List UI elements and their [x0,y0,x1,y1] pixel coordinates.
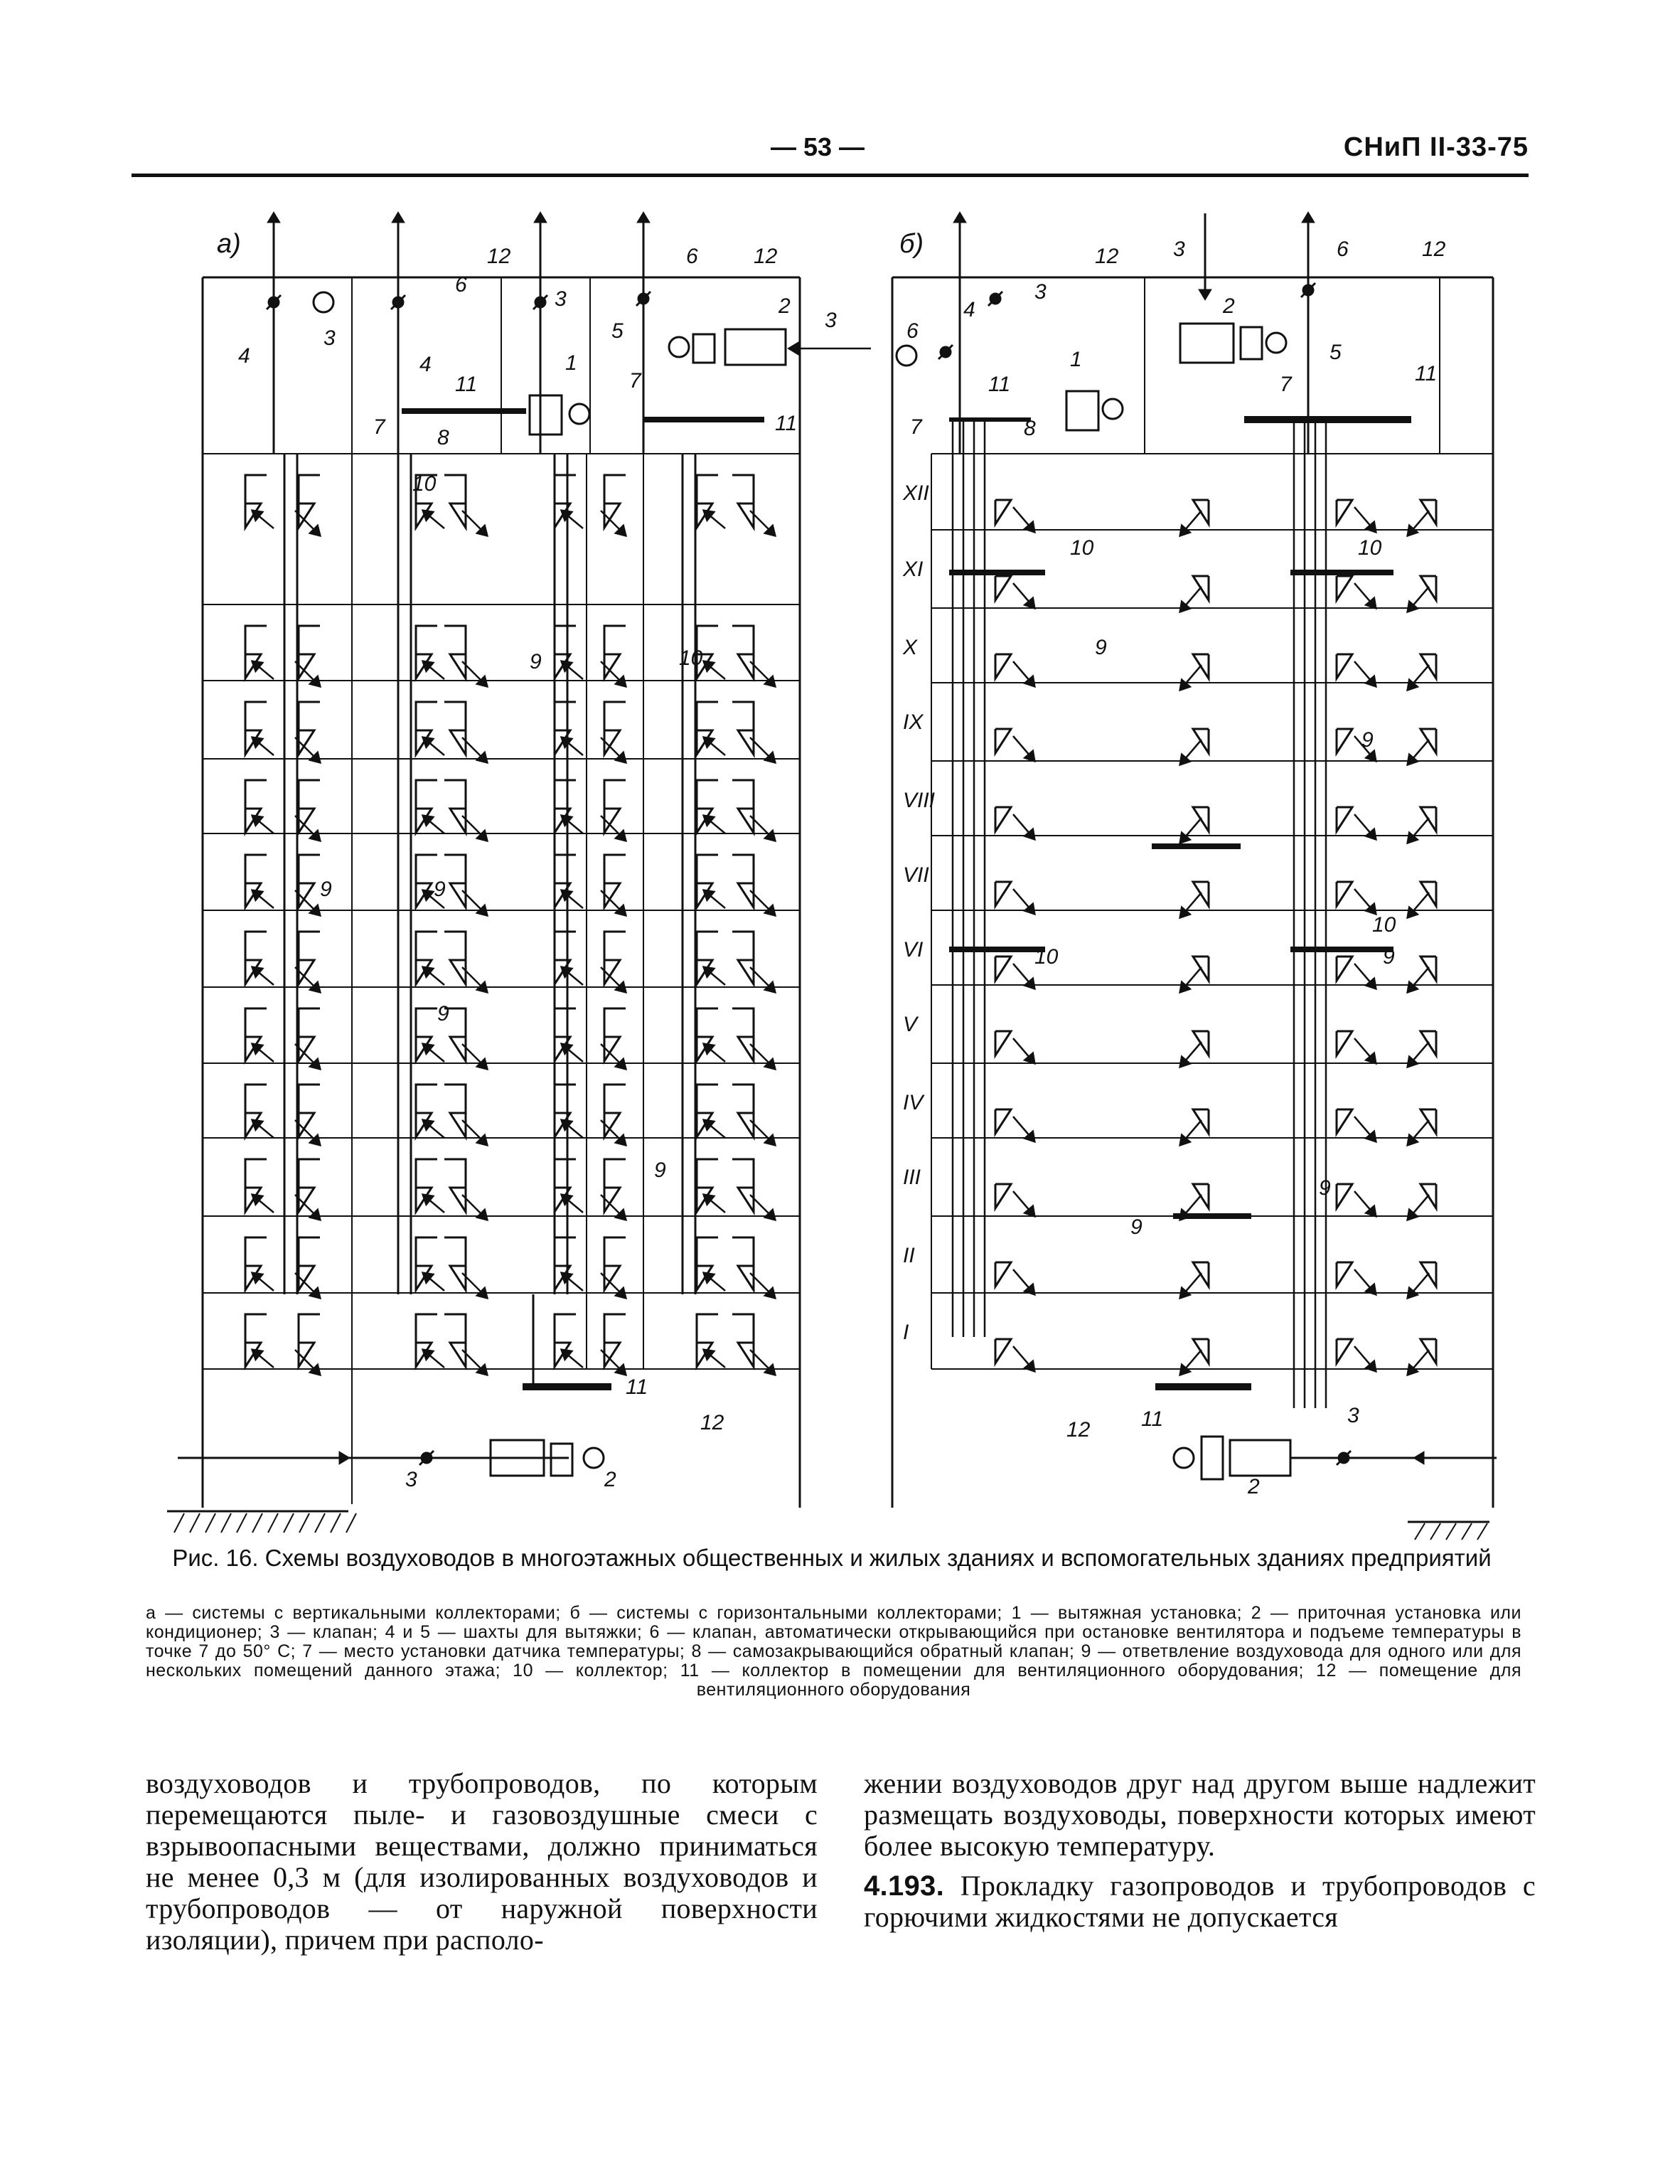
duct-branch [245,932,267,960]
callout-label: 1 [565,351,577,375]
panel-b-horizontal-collectors [892,213,1497,1540]
body-paragraph: жении воздуховодов друг над другом выше надлежит размещать воздуховоды, поверхности которых имеют более высокую температуру. [864,1767,1536,1862]
air-grille-icon [995,1031,1011,1055]
ground-hatch [331,1513,341,1533]
duct-branch [416,1314,437,1343]
fan-motor-icon [1103,399,1123,419]
duct-branch [416,1085,437,1113]
duct-branch [444,1314,466,1343]
ground-hatch [1477,1523,1487,1540]
duct-branch [245,475,267,504]
duct-branch [555,1159,576,1188]
body-paragraph-clause [864,1870,1536,1933]
air-grille-icon [738,1037,754,1061]
callout-label: 9 [530,650,542,673]
ground-hatch [346,1513,356,1533]
callout-label: 10 [1358,536,1382,560]
callout-label: 11 [775,412,798,435]
air-grille-icon [450,1343,466,1367]
air-grille-icon [450,654,466,678]
duct-branch [299,780,320,809]
ground-hatch [268,1513,278,1533]
duct-branch [604,932,626,960]
duct-branch [604,702,626,730]
supply-unit-icon [725,329,786,365]
duct-branch [444,1237,466,1266]
duct-branch [697,1237,718,1266]
floor-label: II [903,1244,915,1267]
air-grille-icon [995,654,1011,678]
callout-label: 11 [1415,362,1438,385]
duct-branch [444,1085,466,1113]
floor-label: IX [903,710,924,734]
duct-branch [299,702,320,730]
air-grille-icon [738,654,754,678]
air-grille-icon [1337,882,1352,906]
ground-hatch [1430,1523,1440,1540]
air-grille-icon [738,809,754,833]
callout-label: 3 [1173,238,1185,261]
arrow-head [789,343,798,353]
callout-label: 3 [1347,1404,1359,1427]
duct-branch [604,626,626,654]
air-grille-icon [738,1188,754,1212]
air-grille-icon [995,882,1011,906]
header-rule [132,174,1529,177]
callout-label: 9 [1095,636,1107,659]
body-column-left [146,1768,818,1964]
clause-text: Прокладку газопроводов и трубопроводов с горючими жидкостями не допускается [864,1870,1536,1933]
air-grille-icon [738,1343,754,1367]
callout-label: 5 [1329,341,1342,364]
duct-branch [732,626,754,654]
air-grille-icon [738,960,754,984]
callout-label: 11 [455,373,478,396]
ground-hatch [284,1513,294,1533]
callout-label: 10 [679,646,703,670]
air-grille-icon [995,576,1011,600]
duct-branch [604,475,626,504]
duct-branch [732,780,754,809]
fan-icon [1202,1437,1223,1479]
air-grille-icon [1337,957,1352,981]
callout-label: 1 [1070,348,1082,371]
callout-label: 12 [487,245,511,268]
air-grille-icon [995,957,1011,981]
duct-branch [697,475,718,504]
duct-branch [416,1237,437,1266]
duct-branch [732,475,754,504]
air-grille-icon [995,1184,1011,1208]
callout-label: 9 [1361,728,1374,752]
supply-unit-icon [1180,324,1234,363]
air-grille-icon [450,1037,466,1061]
page-number: — 53 — [770,132,865,161]
air-grille-icon [995,807,1011,831]
figure-16 [0,185,1680,1543]
callout-label: 3 [1034,280,1047,304]
callout-label: 4 [238,344,250,368]
duct-branch [416,1008,437,1037]
duct-branch [245,1008,267,1037]
air-grille-icon [450,1188,466,1212]
callout-label: 9 [1319,1176,1331,1200]
air-grille-icon [738,730,754,755]
duct-branch [299,932,320,960]
floor-label: V [903,1013,918,1036]
duct-branch [299,1008,320,1037]
duct-branch [245,855,267,883]
fan-icon [1241,327,1262,359]
duct-branch [555,1237,576,1266]
duct-branch [555,1314,576,1343]
callout-label: 12 [1422,238,1446,261]
callout-label: 10 [412,472,437,496]
arrow-head [1415,1453,1423,1463]
callout-label: 7 [629,369,641,393]
arrow-head [1303,213,1313,222]
callout-label: 10 [1070,536,1094,560]
callout-label: 2 [604,1468,616,1491]
air-grille-icon [450,730,466,755]
callout-label: 12 [1095,245,1119,268]
air-grille-icon [738,1266,754,1290]
duct-branch [604,780,626,809]
air-grille-icon [1337,1262,1352,1287]
callout-label: 6 [906,319,919,343]
duct-branch [299,1159,320,1188]
duct-branch [604,1237,626,1266]
duct-branch [555,855,576,883]
duct-branch [697,855,718,883]
exhaust-unit-icon [530,395,562,435]
callout-label: 6 [686,245,698,268]
callout-label: 9 [1383,945,1395,969]
valve-handle-icon [314,292,333,312]
fan-motor-icon [1174,1448,1194,1468]
air-grille-icon [1337,500,1352,524]
callout-label: 9 [437,1002,449,1026]
callout-label: 4 [419,353,432,376]
duct-branch [245,1159,267,1188]
fan-icon [693,334,715,363]
duct-branch [697,1159,718,1188]
duct-branch [299,1314,320,1343]
panel-b-label: б) [899,229,924,259]
clause-number: 4.193. [864,1870,945,1902]
duct-branch [245,1085,267,1113]
ground-hatch [315,1513,325,1533]
air-grille-icon [1337,1339,1352,1363]
panel-a-label: а) [217,229,241,259]
duct-branch [245,1237,267,1266]
callout-label: 3 [405,1468,417,1491]
ground-hatch [174,1513,184,1533]
fan-motor-icon [569,404,589,424]
air-grille-icon [995,1262,1011,1287]
arrow-head [535,213,545,222]
floor-label: IV [903,1091,924,1114]
duct-branch [416,780,437,809]
callout-label: 7 [373,415,385,439]
duct-branch [444,626,466,654]
duct-branch [697,702,718,730]
duct-branch [555,702,576,730]
air-grille-icon [450,809,466,833]
duct-branch [299,475,320,504]
callout-label: 9 [1130,1215,1143,1239]
callout-label: 3 [825,309,837,332]
air-grille-icon [1337,654,1352,678]
air-grille-icon [738,883,754,907]
duct-branch [732,932,754,960]
figure-caption-legend: а — системы с вертикальными коллекторами; б — системы с горизонтальными коллекторами; 1 — вытяжная установка; 2 — приточная установка или кондиционер; 3 — клапан; 4 и 5 — шахты для вытяжки; 6 — клапан, автоматически открывающийся при остановке вентилятора и подъеме температуры в точке 7 до 50° С; 7 — место установки датчика температуры; 8 — самозакрывающийся обратный клапан; 9 — ответвление воздуховода для одного или для нескольких помещений данного этажа; 10 — коллектор; 11 — коллектор в помещении для вентиляционного оборудования; 12 — помещение для вентиляционного оборудования [146,1603,1521,1700]
air-grille-icon [1337,729,1352,753]
body-paragraph: воздуховодов и трубопроводов, по которым перемещаются пыле- и газовоздушные смеси с взрывоопасными веществами, должно приниматься не менее 0,3 м (для изолированных воздуховодов и трубопроводов — от наружной поверхности изоляции), причем при располо- [146,1767,818,1956]
callout-label: 9 [654,1158,666,1182]
ground-hatch [221,1513,231,1533]
valve-handle-icon [897,346,916,366]
air-grille-icon [1337,1184,1352,1208]
air-grille-icon [1337,1109,1352,1134]
callout-label: 4 [963,298,975,321]
fan-motor-icon [584,1448,604,1468]
duct-branch [604,855,626,883]
duct-branch [604,1159,626,1188]
ground-hatch [237,1513,247,1533]
floor-label: VIII [903,789,936,812]
supply-unit-icon [1230,1440,1290,1476]
callout-label: 10 [1372,913,1396,937]
duct-branch [245,1314,267,1343]
callout-label: 11 [1141,1407,1164,1431]
callout-label: 7 [910,415,922,439]
floor-label: VII [903,863,929,887]
air-grille-icon [995,1339,1011,1363]
duct-branch [555,780,576,809]
air-grille-icon [450,883,466,907]
floor-label: XII [903,481,929,505]
callout-label: 3 [555,287,567,311]
duct-branch [604,1008,626,1037]
air-grille-icon [995,500,1011,524]
duct-branch [416,626,437,654]
duct-branch [555,1008,576,1037]
callout-label: 12 [754,245,778,268]
ground-hatch [252,1513,262,1533]
duct-branch [697,1008,718,1037]
duct-branch [732,1237,754,1266]
duct-scheme-drawing [0,185,1680,1543]
air-grille-icon [995,729,1011,753]
duct-branch [555,626,576,654]
callout-label: 11 [988,373,1011,396]
duct-branch [444,932,466,960]
callout-label: 6 [1337,238,1349,261]
duct-branch [732,702,754,730]
duct-branch [299,1085,320,1113]
duct-branch [444,855,466,883]
floor-label: X [903,636,918,659]
duct-branch [732,1159,754,1188]
air-grille-icon [1337,576,1352,600]
duct-branch [555,1085,576,1113]
document-code: СНиП II-33-75 [1343,132,1529,162]
air-grille-icon [995,1109,1011,1134]
duct-branch [604,1314,626,1343]
duct-branch [416,1159,437,1188]
callout-label: 8 [1024,417,1036,440]
duct-branch [697,780,718,809]
arrow-head [638,213,648,222]
arrow-head [393,213,403,222]
duct-branch [299,626,320,654]
floor-label: VI [903,938,924,962]
duct-branch [444,475,466,504]
air-grille-icon [450,504,466,528]
callout-label: 5 [611,319,624,343]
callout-label: 2 [1223,294,1235,318]
duct-branch [245,626,267,654]
air-grille-icon [450,1266,466,1290]
duct-branch [245,780,267,809]
duct-branch [416,702,437,730]
callout-label: 2 [779,294,791,318]
fan-motor-icon [1266,333,1286,353]
air-grille-icon [450,1113,466,1137]
ground-hatch [1462,1523,1472,1540]
body-column-right [864,1768,1536,1941]
air-grille-icon [450,960,466,984]
duct-branch [697,1085,718,1113]
arrow-head [955,213,965,222]
duct-branch [444,1159,466,1188]
air-grille-icon [738,1113,754,1137]
duct-branch [245,702,267,730]
callout-label: 12 [1066,1418,1091,1442]
duct-branch [697,932,718,960]
duct-branch [732,855,754,883]
duct-branch [416,932,437,960]
callout-label: 8 [437,426,449,449]
duct-branch [299,855,320,883]
callout-label: 11 [626,1375,648,1399]
duct-branch [444,702,466,730]
fan-motor-icon [669,337,689,357]
floor-label: XI [903,558,924,581]
callout-label: 6 [455,273,467,297]
duct-branch [732,1314,754,1343]
arrow-head [340,1453,348,1463]
air-grille-icon [738,504,754,528]
exhaust-unit-icon [1066,391,1098,430]
air-grille-icon [1337,1031,1352,1055]
duct-branch [604,1085,626,1113]
ground-hatch [299,1513,309,1533]
duct-branch [555,932,576,960]
callout-label: 12 [700,1411,724,1434]
ground-hatch [205,1513,215,1533]
callout-label: 7 [1280,373,1292,396]
duct-branch [732,1085,754,1113]
arrow-head [1200,290,1210,299]
callout-label: 2 [1248,1475,1260,1498]
duct-branch [444,780,466,809]
callout-label: 9 [434,878,446,901]
duct-branch [299,1237,320,1266]
callout-label: 10 [1034,945,1059,969]
ground-hatch [190,1513,200,1533]
callout-label: 9 [320,878,332,901]
arrow-head [269,213,279,222]
duct-branch [732,1008,754,1037]
callout-label: 3 [323,326,336,350]
page-header [0,0,1680,185]
duct-branch [697,1314,718,1343]
figure-caption-title: Рис. 16. Схемы воздуховодов в многоэтажных общественных и жилых зданиях и вспомогательных зданиях предприятий [172,1545,1492,1571]
floor-label: I [903,1321,909,1344]
floor-label: III [903,1166,921,1189]
air-grille-icon [1337,807,1352,831]
fan-icon [551,1444,572,1476]
ground-hatch [1446,1523,1456,1540]
panel-a-vertical-collectors [167,213,871,1533]
ground-hatch [1415,1523,1425,1540]
duct-branch [555,475,576,504]
